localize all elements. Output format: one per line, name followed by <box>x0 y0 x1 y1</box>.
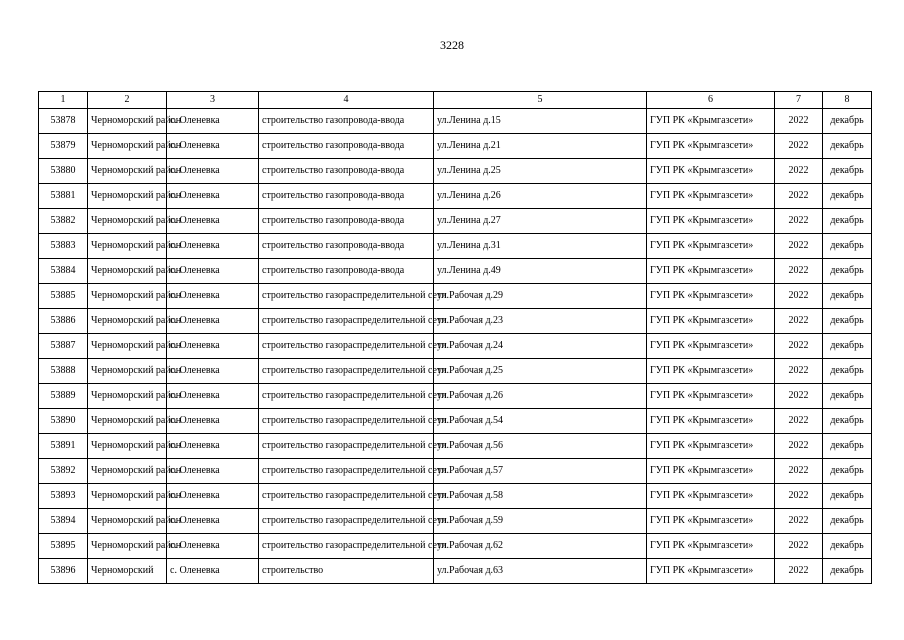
cell-organization: ГУП РК «Крымгазсети» <box>647 409 775 434</box>
cell-year: 2022 <box>775 559 823 584</box>
cell-district: Черноморский район <box>88 334 167 359</box>
cell-settlement: с. Оленевка <box>167 559 259 584</box>
cell-month: декабрь <box>823 334 872 359</box>
table-row <box>39 234 872 259</box>
cell-work-type: строительство газораспределительной сети <box>259 434 434 459</box>
cell-address: ул.Рабочая д.57 <box>434 459 647 484</box>
header-cell-row-number: 1 <box>39 92 88 109</box>
cell-work-type: строительство газопровода-ввода <box>259 184 434 209</box>
cell-district: Черноморский район <box>88 134 167 159</box>
cell-month: декабрь <box>823 434 872 459</box>
cell-work-type: строительство <box>259 559 434 584</box>
cell-month: декабрь <box>823 209 872 234</box>
table-row <box>39 509 872 534</box>
cell-work-type: строительство газораспределительной сети <box>259 484 434 509</box>
cell-month: декабрь <box>823 234 872 259</box>
cell-district: Черноморский район <box>88 309 167 334</box>
cell-organization: ГУП РК «Крымгазсети» <box>647 159 775 184</box>
cell-row-number: 53881 <box>39 184 88 209</box>
cell-address: ул.Рабочая д.59 <box>434 509 647 534</box>
cell-work-type: строительство газопровода-ввода <box>259 134 434 159</box>
table-row <box>39 109 872 134</box>
cell-settlement: с. Оленевка <box>167 159 259 184</box>
cell-settlement: с. Оленевка <box>167 359 259 384</box>
header-row <box>39 92 872 109</box>
cell-district: Черноморский район <box>88 434 167 459</box>
cell-row-number: 53887 <box>39 334 88 359</box>
cell-organization: ГУП РК «Крымгазсети» <box>647 259 775 284</box>
cell-address: ул.Ленина д.21 <box>434 134 647 159</box>
cell-organization: ГУП РК «Крымгазсети» <box>647 434 775 459</box>
cell-address: ул.Ленина д.15 <box>434 109 647 134</box>
cell-year: 2022 <box>775 484 823 509</box>
cell-work-type: строительство газораспределительной сети <box>259 534 434 559</box>
cell-work-type: строительство газораспределительной сети <box>259 409 434 434</box>
cell-district: Черноморский район <box>88 459 167 484</box>
cell-row-number: 53889 <box>39 384 88 409</box>
cell-organization: ГУП РК «Крымгазсети» <box>647 484 775 509</box>
table-row <box>39 309 872 334</box>
cell-year: 2022 <box>775 334 823 359</box>
cell-address: ул.Рабочая д.23 <box>434 309 647 334</box>
cell-organization: ГУП РК «Крымгазсети» <box>647 109 775 134</box>
table-row <box>39 534 872 559</box>
header-cell-address: 5 <box>434 92 647 109</box>
cell-row-number: 53896 <box>39 559 88 584</box>
table-row <box>39 459 872 484</box>
cell-organization: ГУП РК «Крымгазсети» <box>647 534 775 559</box>
cell-address: ул.Рабочая д.54 <box>434 409 647 434</box>
table-row <box>39 384 872 409</box>
cell-settlement: с. Оленевка <box>167 309 259 334</box>
cell-district: Черноморский район <box>88 384 167 409</box>
cell-row-number: 53882 <box>39 209 88 234</box>
cell-address: ул.Ленина д.27 <box>434 209 647 234</box>
table-row <box>39 159 872 184</box>
cell-row-number: 53892 <box>39 459 88 484</box>
cell-month: декабрь <box>823 359 872 384</box>
cell-row-number: 53895 <box>39 534 88 559</box>
cell-address: ул.Ленина д.31 <box>434 234 647 259</box>
cell-organization: ГУП РК «Крымгазсети» <box>647 284 775 309</box>
header-cell-settlement: 3 <box>167 92 259 109</box>
cell-year: 2022 <box>775 159 823 184</box>
header-cell-organization: 6 <box>647 92 775 109</box>
cell-organization: ГУП РК «Крымгазсети» <box>647 509 775 534</box>
cell-address: ул.Рабочая д.29 <box>434 284 647 309</box>
table-row <box>39 184 872 209</box>
table-row <box>39 134 872 159</box>
cell-year: 2022 <box>775 134 823 159</box>
cell-month: декабрь <box>823 134 872 159</box>
cell-district: Черноморский район <box>88 209 167 234</box>
cell-district: Черноморский район <box>88 534 167 559</box>
cell-settlement: с. Оленевка <box>167 284 259 309</box>
cell-address: ул.Ленина д.49 <box>434 259 647 284</box>
header-cell-month: 8 <box>823 92 872 109</box>
table-row <box>39 434 872 459</box>
cell-year: 2022 <box>775 509 823 534</box>
cell-district: Черноморский район <box>88 184 167 209</box>
cell-work-type: строительство газораспределительной сети <box>259 459 434 484</box>
table-body <box>39 109 872 584</box>
cell-district: Черноморский район <box>88 159 167 184</box>
header-cell-work-type: 4 <box>259 92 434 109</box>
cell-row-number: 53894 <box>39 509 88 534</box>
table-row <box>39 409 872 434</box>
cell-settlement: с. Оленевка <box>167 484 259 509</box>
cell-settlement: с. Оленевка <box>167 259 259 284</box>
cell-address: ул.Рабочая д.58 <box>434 484 647 509</box>
table-row <box>39 334 872 359</box>
gasification-table <box>38 91 872 584</box>
cell-address: ул.Ленина д.25 <box>434 159 647 184</box>
cell-organization: ГУП РК «Крымгазсети» <box>647 334 775 359</box>
header-cell-district: 2 <box>88 92 167 109</box>
cell-organization: ГУП РК «Крымгазсети» <box>647 184 775 209</box>
cell-year: 2022 <box>775 409 823 434</box>
cell-work-type: строительство газопровода-ввода <box>259 234 434 259</box>
cell-row-number: 53890 <box>39 409 88 434</box>
cell-organization: ГУП РК «Крымгазсети» <box>647 209 775 234</box>
cell-year: 2022 <box>775 209 823 234</box>
header-cell-year: 7 <box>775 92 823 109</box>
cell-settlement: с. Оленевка <box>167 184 259 209</box>
cell-month: декабрь <box>823 534 872 559</box>
cell-work-type: строительство газораспределительной сети <box>259 334 434 359</box>
cell-year: 2022 <box>775 184 823 209</box>
cell-address: ул.Ленина д.26 <box>434 184 647 209</box>
cell-district: Черноморский район <box>88 409 167 434</box>
cell-work-type: строительство газопровода-ввода <box>259 209 434 234</box>
cell-address: ул.Рабочая д.56 <box>434 434 647 459</box>
cell-year: 2022 <box>775 309 823 334</box>
cell-settlement: с. Оленевка <box>167 509 259 534</box>
cell-work-type: строительство газораспределительной сети <box>259 284 434 309</box>
cell-organization: ГУП РК «Крымгазсети» <box>647 134 775 159</box>
cell-month: декабрь <box>823 484 872 509</box>
cell-settlement: с. Оленевка <box>167 534 259 559</box>
cell-month: декабрь <box>823 184 872 209</box>
cell-year: 2022 <box>775 384 823 409</box>
table-row <box>39 284 872 309</box>
cell-month: декабрь <box>823 509 872 534</box>
cell-address: ул.Рабочая д.24 <box>434 334 647 359</box>
cell-settlement: с. Оленевка <box>167 234 259 259</box>
cell-work-type: строительство газораспределительной сети <box>259 384 434 409</box>
cell-address: ул.Рабочая д.26 <box>434 384 647 409</box>
cell-month: декабрь <box>823 459 872 484</box>
cell-district: Черноморский район <box>88 109 167 134</box>
table-header <box>39 92 872 109</box>
cell-district: Черноморский район <box>88 509 167 534</box>
cell-settlement: с. Оленевка <box>167 384 259 409</box>
cell-month: декабрь <box>823 109 872 134</box>
cell-row-number: 53885 <box>39 284 88 309</box>
table-row <box>39 559 872 584</box>
cell-district: Черноморский <box>88 559 167 584</box>
cell-settlement: с. Оленевка <box>167 434 259 459</box>
cell-organization: ГУП РК «Крымгазсети» <box>647 459 775 484</box>
table-row <box>39 209 872 234</box>
cell-row-number: 53879 <box>39 134 88 159</box>
cell-organization: ГУП РК «Крымгазсети» <box>647 359 775 384</box>
cell-district: Черноморский район <box>88 234 167 259</box>
cell-year: 2022 <box>775 234 823 259</box>
cell-work-type: строительство газораспределительной сети <box>259 309 434 334</box>
cell-row-number: 53886 <box>39 309 88 334</box>
cell-organization: ГУП РК «Крымгазсети» <box>647 384 775 409</box>
cell-settlement: с. Оленевка <box>167 134 259 159</box>
cell-month: декабрь <box>823 384 872 409</box>
cell-settlement: с. Оленевка <box>167 409 259 434</box>
cell-year: 2022 <box>775 284 823 309</box>
cell-month: декабрь <box>823 409 872 434</box>
cell-settlement: с. Оленевка <box>167 209 259 234</box>
cell-year: 2022 <box>775 259 823 284</box>
cell-month: декабрь <box>823 559 872 584</box>
table-row <box>39 484 872 509</box>
cell-month: декабрь <box>823 159 872 184</box>
cell-row-number: 53893 <box>39 484 88 509</box>
cell-row-number: 53884 <box>39 259 88 284</box>
cell-work-type: строительство газораспределительной сети <box>259 359 434 384</box>
cell-organization: ГУП РК «Крымгазсети» <box>647 309 775 334</box>
cell-year: 2022 <box>775 359 823 384</box>
cell-work-type: строительство газораспределительной сети <box>259 509 434 534</box>
cell-year: 2022 <box>775 109 823 134</box>
cell-row-number: 53883 <box>39 234 88 259</box>
cell-year: 2022 <box>775 434 823 459</box>
cell-organization: ГУП РК «Крымгазсети» <box>647 234 775 259</box>
cell-address: ул.Рабочая д.63 <box>434 559 647 584</box>
cell-district: Черноморский район <box>88 259 167 284</box>
cell-row-number: 53888 <box>39 359 88 384</box>
cell-month: декабрь <box>823 309 872 334</box>
cell-work-type: строительство газопровода-ввода <box>259 159 434 184</box>
cell-district: Черноморский район <box>88 359 167 384</box>
cell-district: Черноморский район <box>88 484 167 509</box>
table-row <box>39 259 872 284</box>
cell-work-type: строительство газопровода-ввода <box>259 259 434 284</box>
page-number: 3228 <box>440 38 464 52</box>
cell-row-number: 53880 <box>39 159 88 184</box>
cell-address: ул.Рабочая д.62 <box>434 534 647 559</box>
cell-year: 2022 <box>775 534 823 559</box>
cell-address: ул.Рабочая д.25 <box>434 359 647 384</box>
cell-settlement: с. Оленевка <box>167 459 259 484</box>
cell-settlement: с. Оленевка <box>167 334 259 359</box>
cell-month: декабрь <box>823 259 872 284</box>
cell-district: Черноморский район <box>88 284 167 309</box>
cell-organization: ГУП РК «Крымгазсети» <box>647 559 775 584</box>
table-row <box>39 359 872 384</box>
cell-year: 2022 <box>775 459 823 484</box>
cell-month: декабрь <box>823 284 872 309</box>
cell-row-number: 53878 <box>39 109 88 134</box>
cell-settlement: с. Оленевка <box>167 109 259 134</box>
cell-row-number: 53891 <box>39 434 88 459</box>
cell-work-type: строительство газопровода-ввода <box>259 109 434 134</box>
